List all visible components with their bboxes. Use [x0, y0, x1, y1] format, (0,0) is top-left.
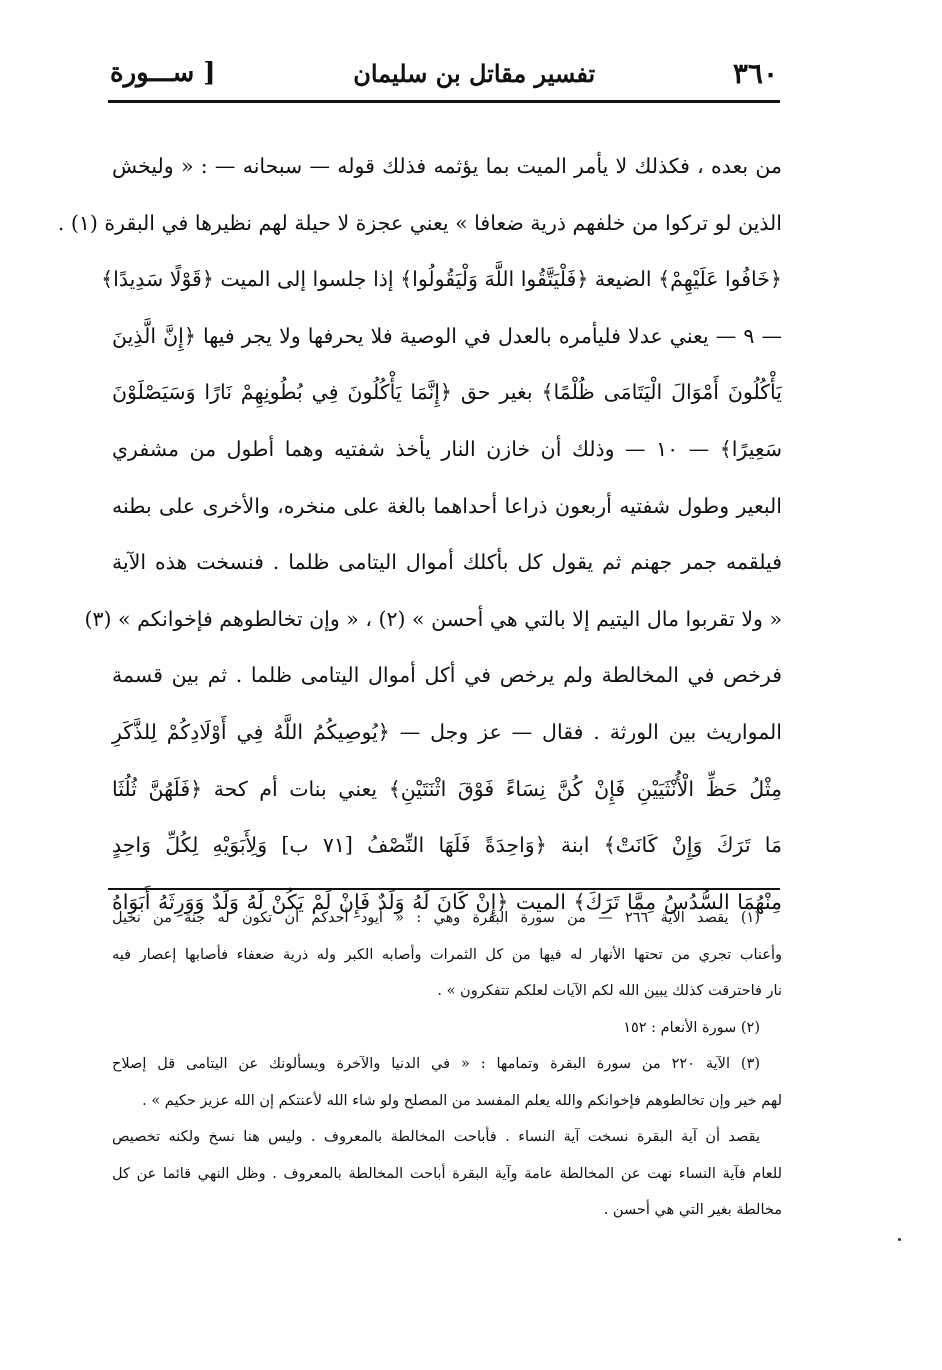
footnote-line: (١) يقصد الآية ٢٦٦ — من سورة البقرة وهي : « أيود أحدكم أن تكون له جنة من نخيل [112, 910, 760, 926]
text-line: مَا تَرَكَ وَإِنْ كَانَتْ﴾ ابنة ﴿وَاحِدَةً فَلَهَا النِّصْفُ [٧١ ب] وَلِأَبَوَيْهِ لِكُلِّ وَاحِدٍ [112, 833, 782, 858]
text-line: ﴿خَافُوا عَلَيْهِمْ﴾ الضيعة ﴿فَلْيَتَّقُوا اللَّهَ وَلْيَقُولُوا﴾ إذا جلسوا إلى الميت ﴿قَوْلًا سَدِيدًا﴾ [101, 267, 782, 292]
text-line: فيلقمه جمر جهنم ثم يقول كل بأكلك أموال اليتامى ظلما . فنسخت هذه الآية [112, 550, 782, 575]
footnote-line: (٢) سورة الأنعام : ١٥٢ [623, 1019, 760, 1036]
footnote-line: (٣) الآية ٢٢٠ من سورة البقرة وتمامها : « في الدنيا والآخرة ويسألونك عن اليتامى قل إصلاح [112, 1056, 760, 1072]
text-line: الذين لو تركوا من خلفهم ذرية ضعافا » يعني عجزة لا حيلة لهم نظيرها في البقرة (١) . [57, 210, 782, 235]
main-text [57, 138, 782, 930]
text-line: يَأْكُلُونَ أَمْوَالَ الْيَتَامَى ظُلْمًا﴾ بغير حق ﴿إِنَّمَا يَأْكُلُونَ فِي بُطُونِهِمْ نَارًا وَسَيَصْلَوْنَ [112, 380, 782, 405]
footnote-line: للعام فآية النساء نهت عن المخالطة عامة وآية البقرة أباحت المخالطة بالمعروف . وظل النهي قائما عن كل [112, 1165, 782, 1182]
text-line: فرخص في المخالطة ولم يرخص في أكل أموال اليتامى ظلما . ثم بين قسمة [112, 663, 782, 688]
footnote-line: لهم خير وإن تخالطوهم فإخوانكم والله يعلم المفسد من المصلح ولو شاء الله لأعنتكم إن الله عزيز حكيم » . [142, 1092, 782, 1109]
text-line: مِثْلُ حَظِّ الْأُنْثَيَيْنِ فَإِنْ كُنَّ نِسَاءً فَوْقَ اثْنَتَيْنِ﴾ يعني بنات أم كحة ﴿فَلَهُنَّ ثُلُثَا [112, 776, 782, 801]
text-line: « ولا تقربوا مال اليتيم إلا بالتي هي أحسن » (٢) ، « وإن تخالطوهم فإخوانكم » (٣) [84, 606, 782, 631]
footnote-line: يقصد أن آية البقرة نسخت آية النساء . فأباحت المخالطة بالمعروف . وليس هنا نسخ ولكنه تخصيص [112, 1129, 760, 1145]
header-rule [108, 100, 780, 103]
text-line: — ٩ — يعني عدلا فليأمره بالعدل في الوصية فلا يحرفها ولا يجر فيها ﴿إِنَّ الَّذِينَ [112, 323, 782, 348]
page-header [110, 52, 778, 94]
footnote-line: نار فاحترقت كذلك يبين الله لكم الآيات لعلكم تتفكرون » . [437, 983, 782, 999]
text-line: من بعده ، فكذلك لا يأمر الميت بما يؤثمه فذلك قوله — سبحانه — : « وليخش [112, 154, 782, 178]
text-line: مِنْهُمَا السُّدُسُ مِمَّا تَرَكَ﴾ الميت ﴿إِنْ كَانَ لَهُ وَلَدٌ فَإِنْ لَمْ يَكُنْ لَهُ وَلَدٌ وَوَرِثَهُ أَبَوَاهُ [112, 889, 782, 914]
text-line: المواريث بين الورثة . فقال — عز وجل — ﴿يُوصِيكُمُ اللَّهُ فِي أَوْلَادِكُمْ لِلذَّكَرِ [112, 719, 782, 744]
footnotes [112, 900, 782, 1229]
surah-running-head: [ ســـورة [110, 58, 216, 88]
footnote-line: وأعناب تجري من تحتها الأنهار له فيها من كل الثمرات وأصابه الكبر وله ذرية ضعفاء فأصابها إعصار فيه [112, 946, 782, 963]
footnote-line: مخالطة بغير التي هي أحسن . [603, 1202, 782, 1218]
text-line: سَعِيرًا﴾ — ١٠ — وذلك أن خازن النار يأخذ شفتيه وهما أطول من مشفري [112, 436, 782, 461]
book-title: تفسير مقاتل بن سليمان [353, 58, 596, 88]
text-line: البعير وطول شفتيه أربعون ذراعا أحداهما بالغة على منخره، والأخرى على بطنه [112, 493, 782, 518]
margin-speck [898, 1238, 901, 1241]
page-number: ٣٦٠ [732, 56, 778, 90]
footnote-separator [108, 888, 780, 890]
